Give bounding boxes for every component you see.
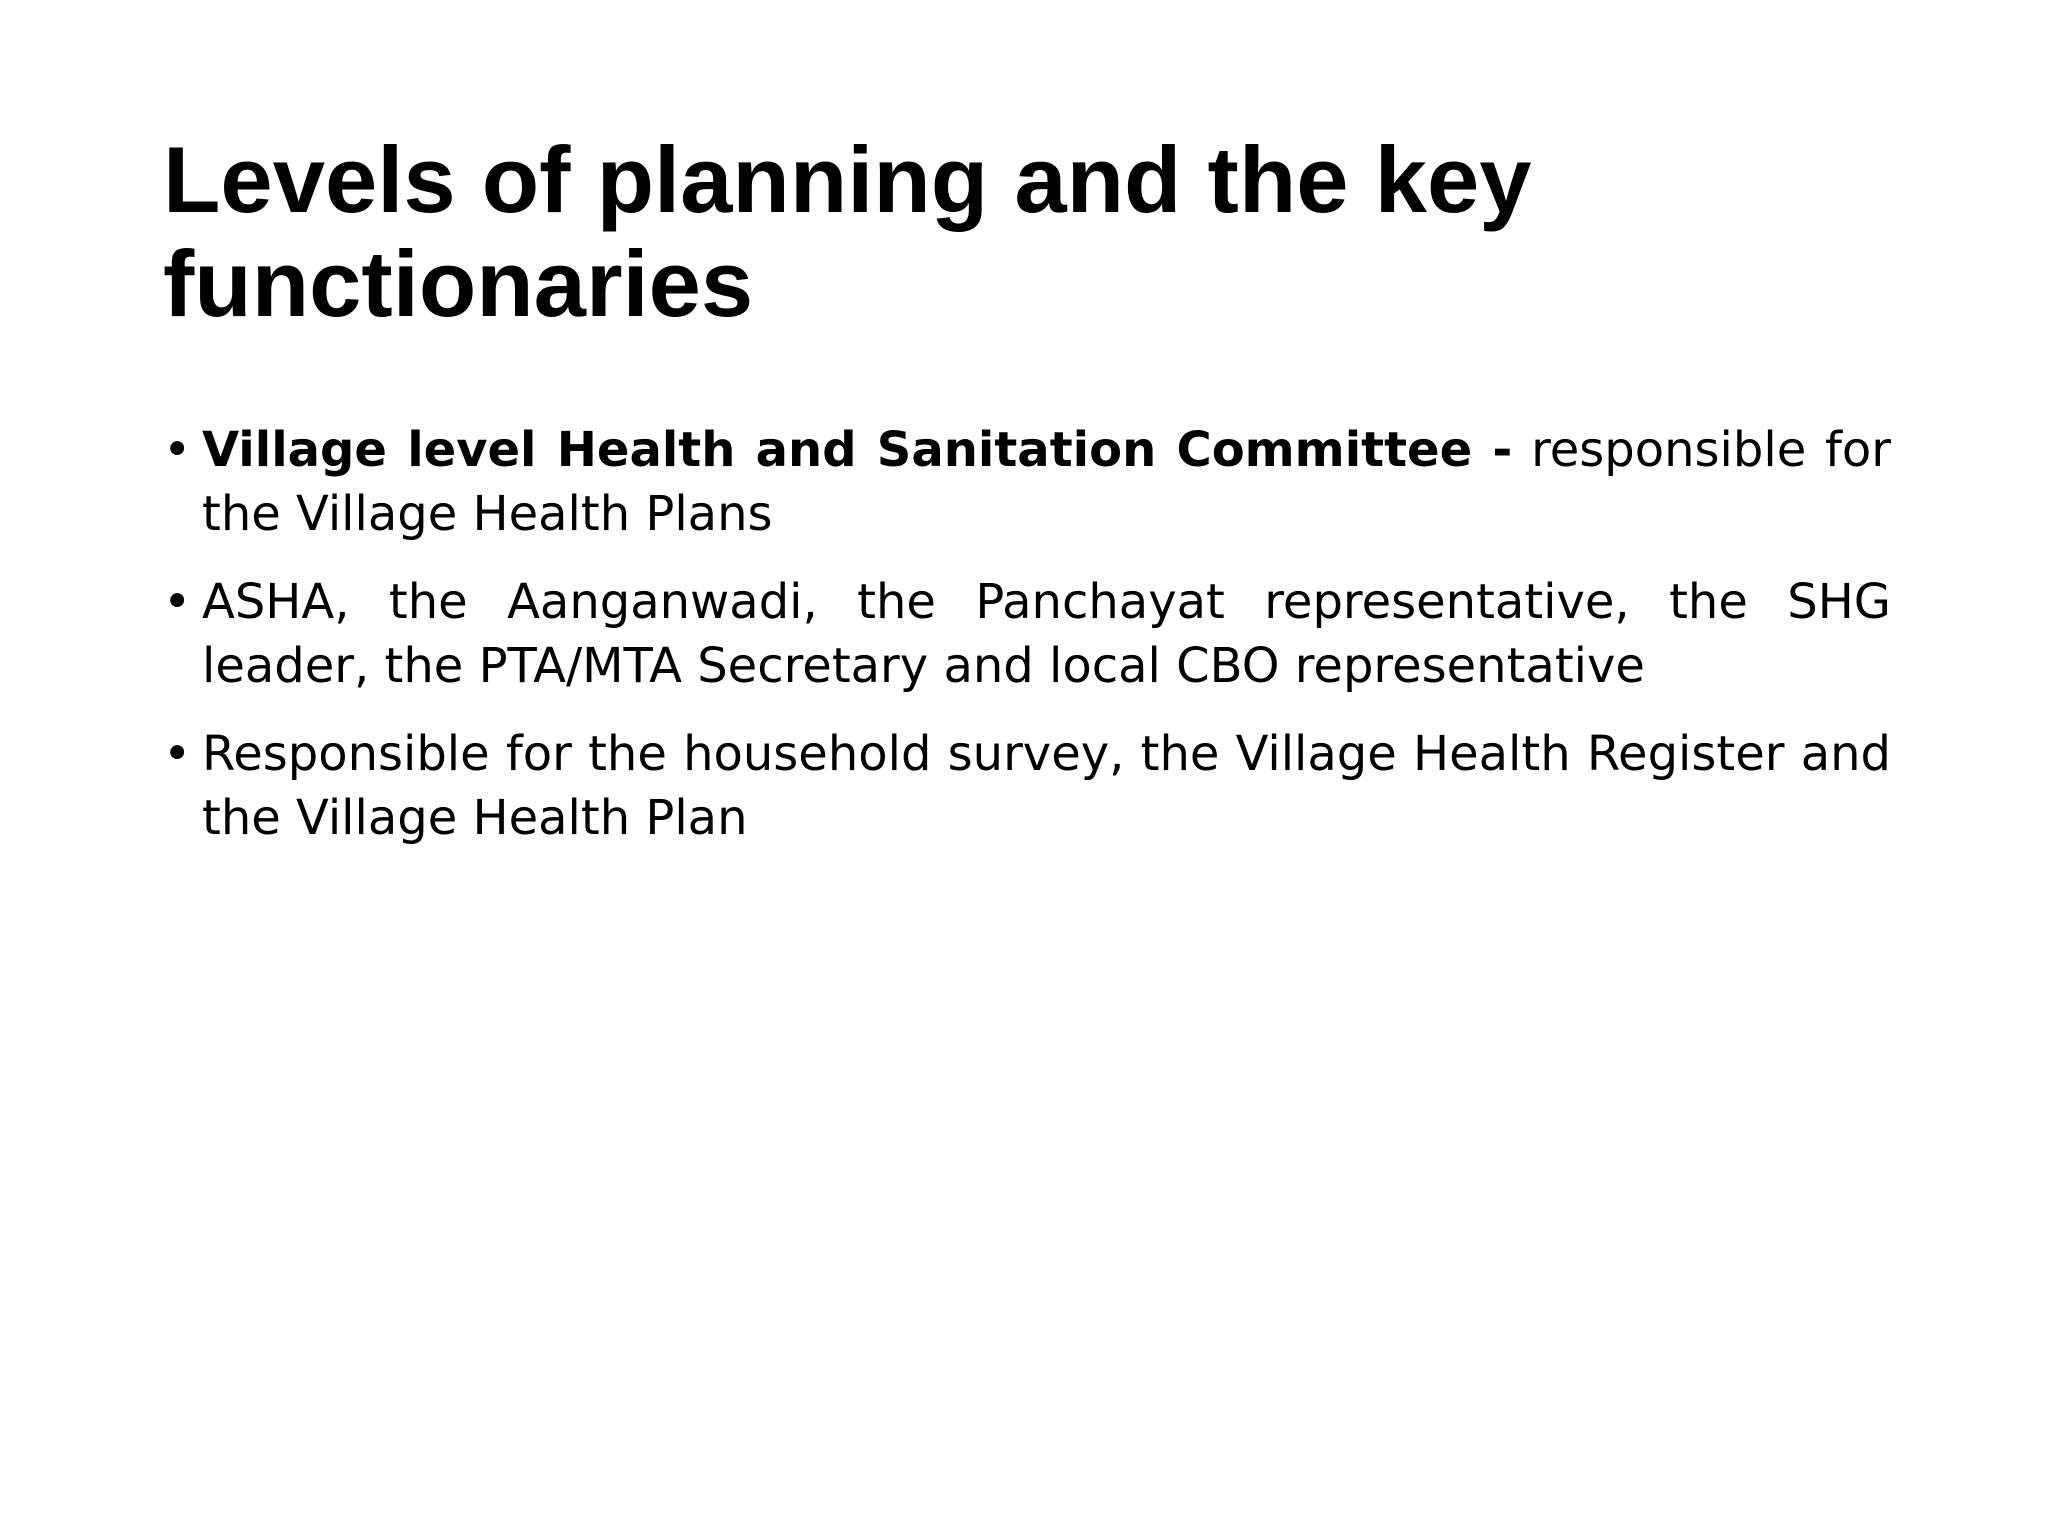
bullet-text: ASHA, the Aanganwadi, the Panchayat representative, the SHG leader, the PTA/MTA Secretary and local CBO representative [202,574,1891,694]
bullet-icon: • [163,726,192,782]
bullet-item-members [163,570,1891,698]
bullet-bold-text: Village level Health and Sanitation Committee - [202,422,1513,478]
slide-title: Levels of planning and the key functionaries [163,127,1532,336]
bullet-icon: • [163,422,192,478]
bullet-item-responsibilities [163,722,1891,850]
bullet-list [163,418,1891,874]
bullet-text: Responsible for the household survey, the Village Health Register and the Village Health Plan [202,726,1891,846]
bullet-item-committee [163,418,1891,546]
bullet-text: responsible for the Village Health Plans [202,422,1891,542]
bullet-icon: • [163,574,192,630]
